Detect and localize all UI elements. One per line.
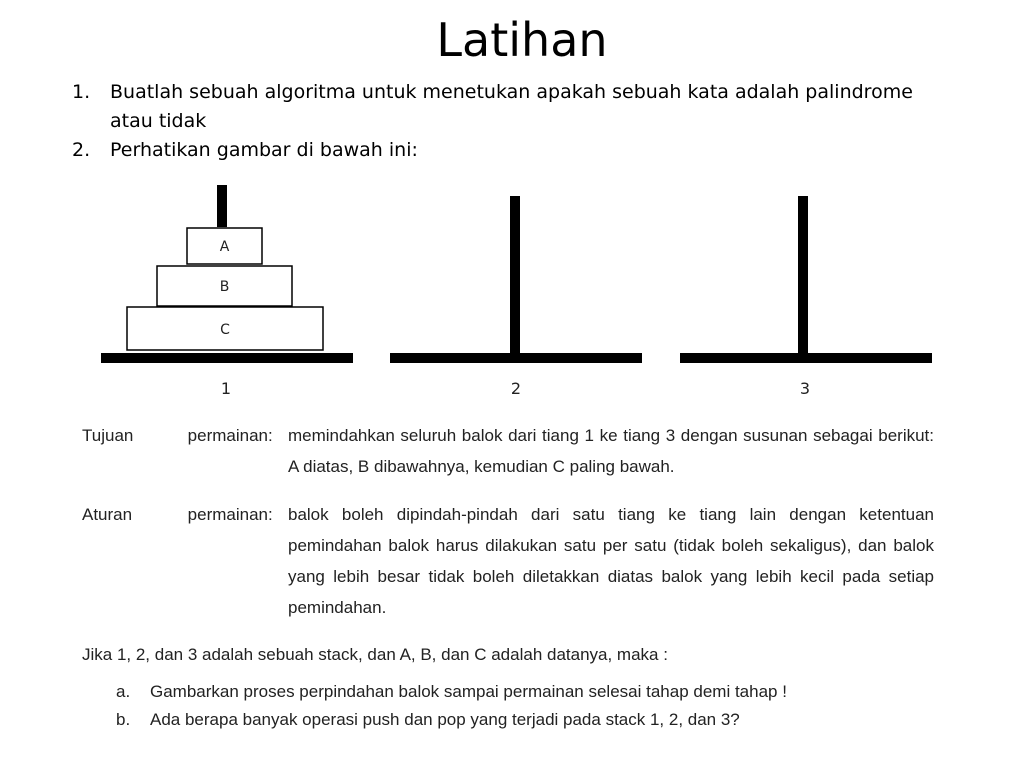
peg-2-base [390,353,642,363]
goal-text: memindahkan seluruh balok dari tiang 1 ke tiang 3 dengan susunan sebagai berikut: A diatas, B dibawahnya, kemudian C paling bawah. [288,426,934,476]
question-item-b [116,706,934,734]
rule-text: balok boleh dipindah-pindah dari satu tiang ke tiang lain dengan ketentuan pemindahan balok harus dilakukan satu per satu (tidak boleh sekaligus), dan balok yang lebih besar tidak boleh diletakkan diatas balok yang lebih kecil pada setiap pemindahan. [288,505,934,617]
rule-colon: : [268,505,273,524]
question-letter: a. [116,682,131,701]
exercise-number: 1. [72,81,91,103]
disk-a-label: A [219,239,230,255]
question-text: Jika 1, 2, dan 3 adalah sebuah stack, dan A, B, dan C adalah datanya, maka : [82,645,668,664]
slide-title: Latihan [436,13,608,67]
exercise-item-2 [72,136,932,165]
rule-label: Aturan permainan [82,505,268,524]
question-letter: b. [116,710,131,729]
exercise-list [72,78,932,165]
goal-colon: : [268,426,273,445]
exercise-item-1 [72,78,932,136]
exercise-text: Perhatikan gambar di bawah ini: [110,139,418,161]
question-item-text: Gambarkan proses perpindahan balok sampai permainan selesai tahap demi tahap ! [150,682,787,701]
disk-c-label: C [220,322,230,338]
peg-2-number: 2 [510,379,522,398]
peg-3 [680,196,932,363]
peg-1-number: 1 [220,379,232,398]
peg-1-pole [217,185,227,227]
peg-3-number: 3 [799,379,811,398]
game-rules [82,420,934,734]
disk-b [157,266,292,306]
goal-row [82,420,934,482]
disk-b-label: B [219,279,230,295]
exercise-number: 2. [72,139,91,161]
question-item-text: Ada berapa banyak operasi push dan pop yang terjadi pada stack 1, 2, dan 3? [150,710,740,729]
tower-of-hanoi-figure [0,180,1024,405]
disk-a [187,228,262,264]
peg-3-base [680,353,932,363]
goal-label: Tujuan permainan [82,426,268,445]
question-item-a [116,678,934,706]
exercise-text: Buatlah sebuah algoritma untuk menetukan apakah sebuah kata adalah palindrome atau tidak [110,81,913,132]
peg-1-base [101,353,353,363]
disk-c [127,307,323,350]
peg-2 [390,196,642,363]
question-subitems [82,678,934,734]
peg-2-pole [510,196,520,356]
peg-3-pole [798,196,808,356]
rule-row [82,499,934,623]
